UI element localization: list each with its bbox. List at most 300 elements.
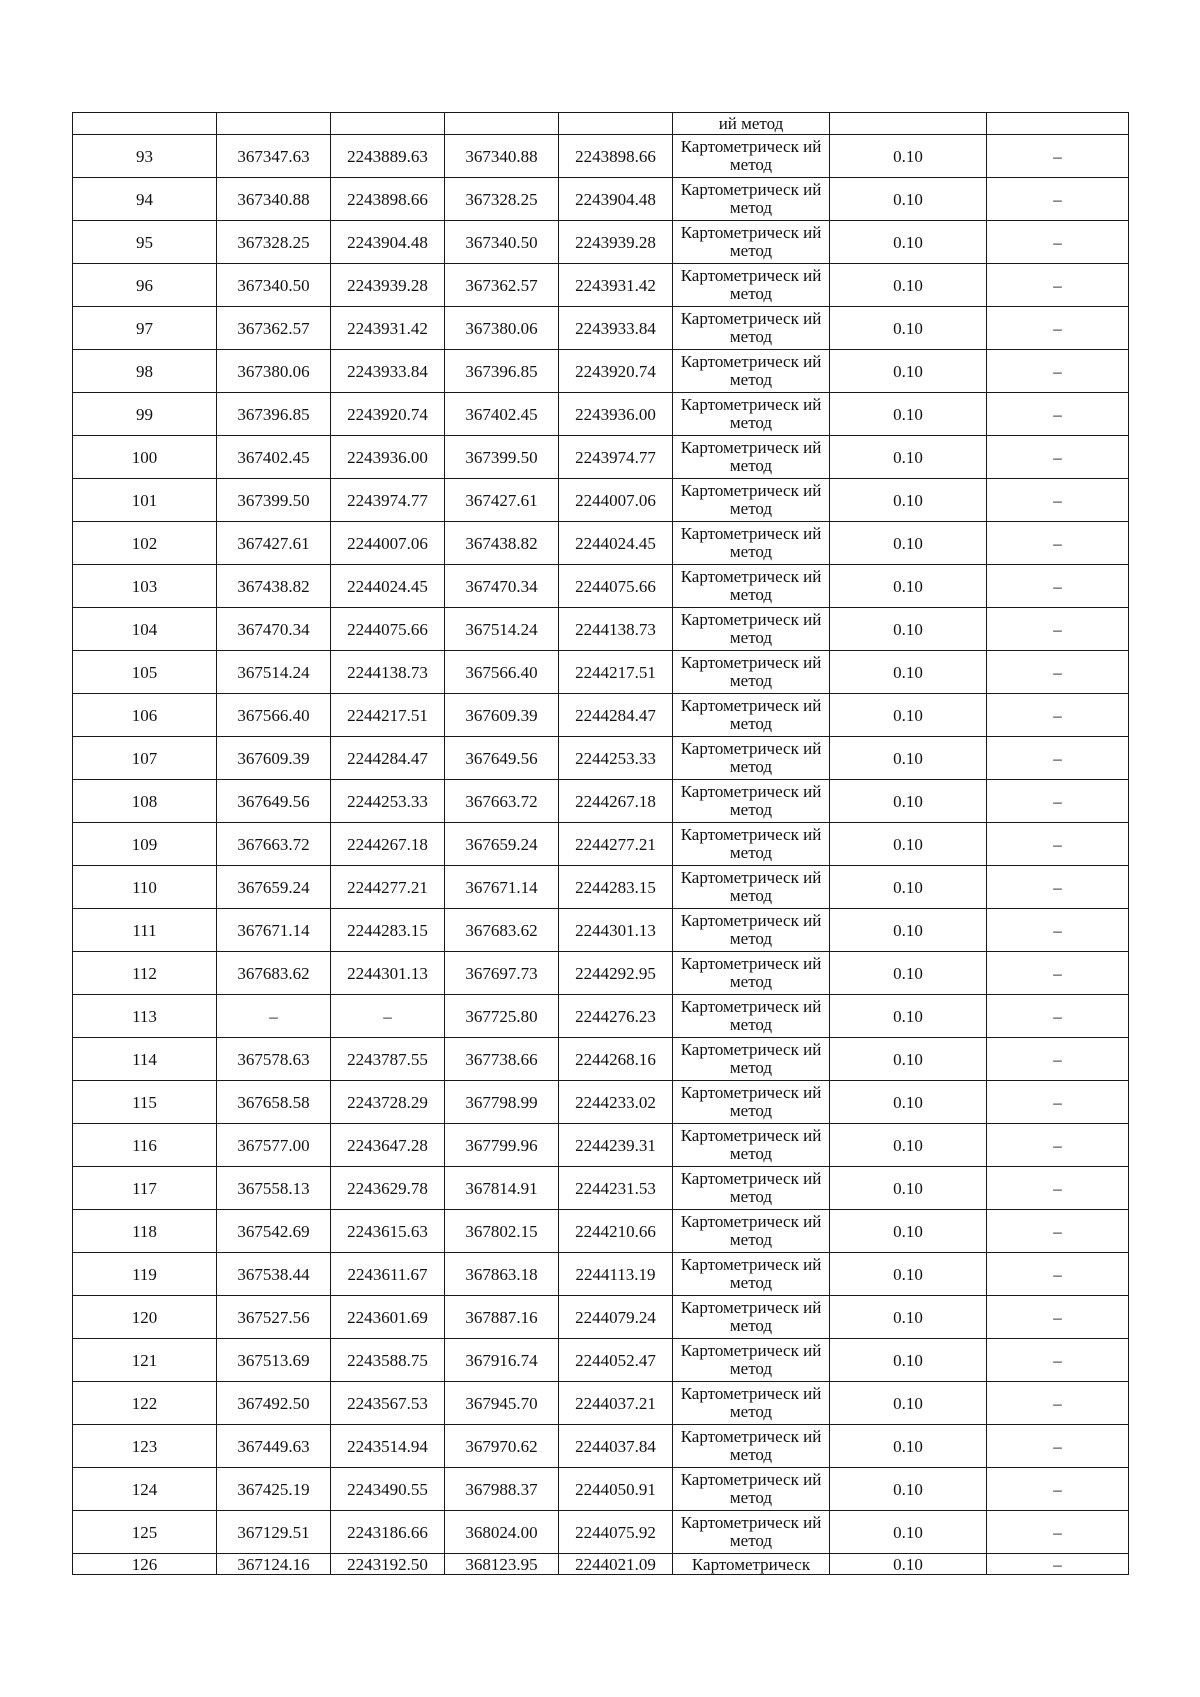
cell-number: 105 <box>73 651 217 694</box>
cell-x2: 367659.24 <box>445 823 559 866</box>
cell-accuracy: 0.10 <box>830 1253 987 1296</box>
cell-method: Картометрическ ий метод <box>673 737 830 780</box>
cell-number: 112 <box>73 952 217 995</box>
cell-method: Картометрическ ий метод <box>673 135 830 178</box>
cell-y2: 2243933.84 <box>559 307 673 350</box>
cell-y1: 2244253.33 <box>331 780 445 823</box>
cell-method: Картометрическ ий метод <box>673 1210 830 1253</box>
cell-note: – <box>987 350 1129 393</box>
cell-note: – <box>987 909 1129 952</box>
cell-y1: 2243588.75 <box>331 1339 445 1382</box>
cell-x2: 367683.62 <box>445 909 559 952</box>
cell-accuracy: 0.10 <box>830 866 987 909</box>
cell-y2: 2244253.33 <box>559 737 673 780</box>
cell-number: 107 <box>73 737 217 780</box>
cell-x2: 367798.99 <box>445 1081 559 1124</box>
cell-method: Картометрическ ий метод <box>673 178 830 221</box>
table-row <box>73 135 1129 178</box>
cell-y1: 2243611.67 <box>331 1253 445 1296</box>
table-row <box>73 1382 1129 1425</box>
cell-x2: 367738.66 <box>445 1038 559 1081</box>
cell-method: Картометрическ ий метод <box>673 522 830 565</box>
cell-note: – <box>987 694 1129 737</box>
cell-accuracy: 0.10 <box>830 307 987 350</box>
cell-accuracy: 0.10 <box>830 1038 987 1081</box>
cell-y1: 2243936.00 <box>331 436 445 479</box>
cell-x2: 367514.24 <box>445 608 559 651</box>
cell-number: 97 <box>73 307 217 350</box>
cell-y2: 2244138.73 <box>559 608 673 651</box>
cell-accuracy: 0.10 <box>830 221 987 264</box>
cell-y1: 2244277.21 <box>331 866 445 909</box>
cell-y2: 2244233.02 <box>559 1081 673 1124</box>
cell-number: 98 <box>73 350 217 393</box>
cell-x1: 367380.06 <box>217 350 331 393</box>
cell-y1: 2243728.29 <box>331 1081 445 1124</box>
cell-y2: 2244301.13 <box>559 909 673 952</box>
cell-note: – <box>987 221 1129 264</box>
cell-y2: 2243936.00 <box>559 393 673 436</box>
table-row <box>73 823 1129 866</box>
cell-note: – <box>987 1425 1129 1468</box>
cell-method: Картометрическ ий метод <box>673 780 830 823</box>
cell-number: 99 <box>73 393 217 436</box>
cell-accuracy: 0.10 <box>830 178 987 221</box>
cell-note: – <box>987 1038 1129 1081</box>
cell-method: Картометрическ ий метод <box>673 264 830 307</box>
cell-number: 121 <box>73 1339 217 1382</box>
cell-number: 122 <box>73 1382 217 1425</box>
cell-x2: 367663.72 <box>445 780 559 823</box>
cell-note: – <box>987 565 1129 608</box>
cell-y2: 2244267.18 <box>559 780 673 823</box>
cell-number: 111 <box>73 909 217 952</box>
table-row <box>73 479 1129 522</box>
cell-accuracy: 0.10 <box>830 393 987 436</box>
cell-y1: 2243974.77 <box>331 479 445 522</box>
cell-note: – <box>987 1511 1129 1554</box>
cell-y1: 2243567.53 <box>331 1382 445 1425</box>
cell-x1: 367449.63 <box>217 1425 331 1468</box>
cell-note: – <box>987 1210 1129 1253</box>
cell-accuracy: 0.10 <box>830 694 987 737</box>
cell-accuracy: 0.10 <box>830 1425 987 1468</box>
cell-method: Картометрическ ий метод <box>673 995 830 1038</box>
cell-y2: 2244050.91 <box>559 1468 673 1511</box>
table-row <box>73 221 1129 264</box>
table-row <box>73 909 1129 952</box>
cell-x2: 367427.61 <box>445 479 559 522</box>
cell-x2: 367566.40 <box>445 651 559 694</box>
cell-accuracy: 0.10 <box>830 737 987 780</box>
cell-method: Картометрическ ий метод <box>673 1425 830 1468</box>
cell-x1: 367402.45 <box>217 436 331 479</box>
table-row <box>73 995 1129 1038</box>
cell-method: Картометрическ ий метод <box>673 350 830 393</box>
cell-note: – <box>987 264 1129 307</box>
cell-number: 94 <box>73 178 217 221</box>
cell-x2: 367916.74 <box>445 1339 559 1382</box>
cell-x1: 367609.39 <box>217 737 331 780</box>
cell-y2: 2244284.47 <box>559 694 673 737</box>
cell-y1: 2243615.63 <box>331 1210 445 1253</box>
cell-accuracy: 0.10 <box>830 651 987 694</box>
table-body <box>73 113 1129 1575</box>
cell-accuracy: 0.10 <box>830 995 987 1038</box>
cell-note: – <box>987 1124 1129 1167</box>
cell-number: 118 <box>73 1210 217 1253</box>
cell-number: 109 <box>73 823 217 866</box>
cell-number: 124 <box>73 1468 217 1511</box>
cell-y2: 2244113.19 <box>559 1253 673 1296</box>
cell-y1: 2244284.47 <box>331 737 445 780</box>
table-row <box>73 1038 1129 1081</box>
cell-method: Картометрическ ий метод <box>673 393 830 436</box>
cell-method: Картометрическ ий метод <box>673 1038 830 1081</box>
cell-note: – <box>987 479 1129 522</box>
cell-x1: 367347.63 <box>217 135 331 178</box>
cell-x1: 367438.82 <box>217 565 331 608</box>
cell-x1: 367328.25 <box>217 221 331 264</box>
cell-y1: 2243933.84 <box>331 350 445 393</box>
cell-x2: 368123.95 <box>445 1554 559 1575</box>
table-row <box>73 436 1129 479</box>
cell-method: Картометрическ ий метод <box>673 565 830 608</box>
cell-x2: 367725.80 <box>445 995 559 1038</box>
cell-number: 104 <box>73 608 217 651</box>
cell-note: – <box>987 866 1129 909</box>
table-row <box>73 1124 1129 1167</box>
cell-method: Картометрическ ий метод <box>673 651 830 694</box>
table-row <box>73 565 1129 608</box>
cell-y1: 2243629.78 <box>331 1167 445 1210</box>
cell-x1: 367558.13 <box>217 1167 331 1210</box>
cell-number: 100 <box>73 436 217 479</box>
cell-x2: 367340.50 <box>445 221 559 264</box>
cell-x1: 367340.50 <box>217 264 331 307</box>
cell-y2: 2244231.53 <box>559 1167 673 1210</box>
cell-accuracy: 0.10 <box>830 436 987 479</box>
cell-x1: 367425.19 <box>217 1468 331 1511</box>
cell-number <box>73 113 217 135</box>
cell-method: Картометрическ ий метод <box>673 1511 830 1554</box>
cell-accuracy: 0.10 <box>830 1296 987 1339</box>
cell-number: 115 <box>73 1081 217 1124</box>
table-row <box>73 522 1129 565</box>
cell-y2: 2243939.28 <box>559 221 673 264</box>
cell-x2: 367438.82 <box>445 522 559 565</box>
cell-method: Картометрическ ий метод <box>673 909 830 952</box>
table-row <box>73 1253 1129 1296</box>
cell-y1: 2243898.66 <box>331 178 445 221</box>
cell-x2: 367814.91 <box>445 1167 559 1210</box>
cell-method: Картометрическ ий метод <box>673 608 830 651</box>
cell-accuracy: 0.10 <box>830 1511 987 1554</box>
cell-y2: 2244268.16 <box>559 1038 673 1081</box>
cell-y1: 2244024.45 <box>331 565 445 608</box>
cell-number: 114 <box>73 1038 217 1081</box>
cell-number: 123 <box>73 1425 217 1468</box>
cell-x2: 367380.06 <box>445 307 559 350</box>
cell-note: – <box>987 178 1129 221</box>
cell-y1: 2244217.51 <box>331 694 445 737</box>
cell-y2: 2244079.24 <box>559 1296 673 1339</box>
table-row <box>73 952 1129 995</box>
cell-note: – <box>987 436 1129 479</box>
cell-accuracy: 0.10 <box>830 522 987 565</box>
cell-x2: 367362.57 <box>445 264 559 307</box>
cell-x1: 367527.56 <box>217 1296 331 1339</box>
cell-method: Картометрическ ий метод <box>673 1468 830 1511</box>
table-row <box>73 1468 1129 1511</box>
cell-number: 96 <box>73 264 217 307</box>
cell-x1 <box>217 113 331 135</box>
cell-method: Картометрическ ий метод <box>673 307 830 350</box>
cell-number: 102 <box>73 522 217 565</box>
cell-note: – <box>987 1554 1129 1575</box>
cell-method: Картометрическ ий метод <box>673 694 830 737</box>
cell-y2: 2244276.23 <box>559 995 673 1038</box>
cell-number: 108 <box>73 780 217 823</box>
table-row <box>73 1210 1129 1253</box>
cell-x2: 367671.14 <box>445 866 559 909</box>
cell-note: – <box>987 1167 1129 1210</box>
cell-y2: 2244024.45 <box>559 522 673 565</box>
cell-x2: 367402.45 <box>445 393 559 436</box>
cell-y1: 2243490.55 <box>331 1468 445 1511</box>
cell-y1 <box>331 113 445 135</box>
cell-number: 126 <box>73 1554 217 1575</box>
cell-x2: 367970.62 <box>445 1425 559 1468</box>
cell-number: 93 <box>73 135 217 178</box>
cell-x2: 367863.18 <box>445 1253 559 1296</box>
cell-x2: 367399.50 <box>445 436 559 479</box>
cell-x2: 367470.34 <box>445 565 559 608</box>
cell-x1: 367649.56 <box>217 780 331 823</box>
table-row <box>73 694 1129 737</box>
cell-x2: 367328.25 <box>445 178 559 221</box>
cell-number: 95 <box>73 221 217 264</box>
cell-x2: 367802.15 <box>445 1210 559 1253</box>
cell-x2: 368024.00 <box>445 1511 559 1554</box>
table-row-last <box>73 1554 1129 1575</box>
table-row <box>73 1081 1129 1124</box>
cell-x2: 367887.16 <box>445 1296 559 1339</box>
cell-y1: 2244007.06 <box>331 522 445 565</box>
cell-note: – <box>987 952 1129 995</box>
cell-y2: 2244075.92 <box>559 1511 673 1554</box>
cell-note: – <box>987 522 1129 565</box>
cell-y1: 2243904.48 <box>331 221 445 264</box>
cell-accuracy: 0.10 <box>830 780 987 823</box>
cell-accuracy: 0.10 <box>830 565 987 608</box>
cell-x1: 367492.50 <box>217 1382 331 1425</box>
cell-x1: 367659.24 <box>217 866 331 909</box>
cell-accuracy: 0.10 <box>830 952 987 995</box>
cell-method: Картометрическ ий метод <box>673 1081 830 1124</box>
cell-note: – <box>987 1468 1129 1511</box>
cell-y2: 2244239.31 <box>559 1124 673 1167</box>
cell-y2: 2243920.74 <box>559 350 673 393</box>
cell-y1: 2243889.63 <box>331 135 445 178</box>
cell-note: – <box>987 651 1129 694</box>
cell-x1: 367542.69 <box>217 1210 331 1253</box>
table-row <box>73 651 1129 694</box>
cell-y1: 2243601.69 <box>331 1296 445 1339</box>
cell-number: 113 <box>73 995 217 1038</box>
cell-accuracy: 0.10 <box>830 1081 987 1124</box>
cell-x1: 367658.58 <box>217 1081 331 1124</box>
cell-y1: 2244283.15 <box>331 909 445 952</box>
cell-method: Картометрическ <box>673 1554 830 1575</box>
cell-number: 125 <box>73 1511 217 1554</box>
cell-note: – <box>987 780 1129 823</box>
cell-method: Картометрическ ий метод <box>673 1167 830 1210</box>
cell-x1: 367362.57 <box>217 307 331 350</box>
cell-note: – <box>987 1253 1129 1296</box>
cell-y1: 2243514.94 <box>331 1425 445 1468</box>
cell-y2: 2244052.47 <box>559 1339 673 1382</box>
table-row <box>73 393 1129 436</box>
cell-number: 119 <box>73 1253 217 1296</box>
table-row <box>73 178 1129 221</box>
cell-y2: 2243931.42 <box>559 264 673 307</box>
cell-y2: 2244075.66 <box>559 565 673 608</box>
table-row <box>73 608 1129 651</box>
cell-method: Картометрическ ий метод <box>673 1124 830 1167</box>
cell-accuracy: 0.10 <box>830 1468 987 1511</box>
cell-x1: 367470.34 <box>217 608 331 651</box>
table-row <box>73 1167 1129 1210</box>
cell-number: 116 <box>73 1124 217 1167</box>
cell-x1: 367663.72 <box>217 823 331 866</box>
cell-y2: 2244217.51 <box>559 651 673 694</box>
cell-y1: 2243939.28 <box>331 264 445 307</box>
cell-x2: 367609.39 <box>445 694 559 737</box>
cell-note <box>987 113 1129 135</box>
cell-method: Картометрическ ий метод <box>673 823 830 866</box>
cell-accuracy: 0.10 <box>830 1554 987 1575</box>
cell-note: – <box>987 1382 1129 1425</box>
cell-accuracy: 0.10 <box>830 823 987 866</box>
cell-number: 103 <box>73 565 217 608</box>
cell-y2: 2244277.21 <box>559 823 673 866</box>
cell-x1: 367683.62 <box>217 952 331 995</box>
cell-y2: 2244037.21 <box>559 1382 673 1425</box>
cell-accuracy: 0.10 <box>830 1167 987 1210</box>
cell-note: – <box>987 1339 1129 1382</box>
cell-number: 117 <box>73 1167 217 1210</box>
cell-accuracy: 0.10 <box>830 479 987 522</box>
cell-x2: 367988.37 <box>445 1468 559 1511</box>
cell-number: 106 <box>73 694 217 737</box>
cell-x1: 367399.50 <box>217 479 331 522</box>
cell-method: Картометрическ ий метод <box>673 1382 830 1425</box>
cell-x1: 367577.00 <box>217 1124 331 1167</box>
cell-note: – <box>987 823 1129 866</box>
cell-number: 101 <box>73 479 217 522</box>
cell-accuracy: 0.10 <box>830 909 987 952</box>
cell-y2: 2244283.15 <box>559 866 673 909</box>
cell-y1: 2243647.28 <box>331 1124 445 1167</box>
table-row <box>73 1425 1129 1468</box>
cell-x2: 367697.73 <box>445 952 559 995</box>
table-row <box>73 264 1129 307</box>
cell-method: Картометрическ ий метод <box>673 1253 830 1296</box>
cell-x2: 367649.56 <box>445 737 559 780</box>
cell-y2: 2244037.84 <box>559 1425 673 1468</box>
cell-y1: 2243920.74 <box>331 393 445 436</box>
cell-x2: 367396.85 <box>445 350 559 393</box>
table-row <box>73 866 1129 909</box>
cell-note: – <box>987 307 1129 350</box>
cell-method: Картометрическ ий метод <box>673 479 830 522</box>
cell-note: – <box>987 608 1129 651</box>
cell-x1: 367538.44 <box>217 1253 331 1296</box>
cell-x1: 367578.63 <box>217 1038 331 1081</box>
cell-accuracy: 0.10 <box>830 264 987 307</box>
cell-x1: 367427.61 <box>217 522 331 565</box>
cell-y1: 2244138.73 <box>331 651 445 694</box>
cell-accuracy: 0.10 <box>830 1124 987 1167</box>
cell-x1: 367124.16 <box>217 1554 331 1575</box>
table-row <box>73 737 1129 780</box>
cell-y1: 2244301.13 <box>331 952 445 995</box>
cell-x2: 367799.96 <box>445 1124 559 1167</box>
cell-x1: 367340.88 <box>217 178 331 221</box>
cell-y1: – <box>331 995 445 1038</box>
cell-y2: 2244210.66 <box>559 1210 673 1253</box>
cell-accuracy: 0.10 <box>830 1339 987 1382</box>
table-row <box>73 307 1129 350</box>
cell-y1: 2244075.66 <box>331 608 445 651</box>
cell-note: – <box>987 737 1129 780</box>
cell-y2: 2243974.77 <box>559 436 673 479</box>
cell-x2 <box>445 113 559 135</box>
cell-y1: 2243931.42 <box>331 307 445 350</box>
cell-method: Картометрическ ий метод <box>673 866 830 909</box>
cell-y2: 2244292.95 <box>559 952 673 995</box>
cell-y1: 2243787.55 <box>331 1038 445 1081</box>
cell-x1: 367396.85 <box>217 393 331 436</box>
cell-accuracy: 0.10 <box>830 608 987 651</box>
cell-accuracy <box>830 113 987 135</box>
cell-number: 120 <box>73 1296 217 1339</box>
cell-y2: 2244007.06 <box>559 479 673 522</box>
table-row <box>73 1511 1129 1554</box>
cell-y1: 2244267.18 <box>331 823 445 866</box>
cell-y1: 2243192.50 <box>331 1554 445 1575</box>
cell-x1: 367671.14 <box>217 909 331 952</box>
cell-note: – <box>987 135 1129 178</box>
cell-x1: 367513.69 <box>217 1339 331 1382</box>
cell-x2: 367340.88 <box>445 135 559 178</box>
cell-accuracy: 0.10 <box>830 1210 987 1253</box>
cell-y2 <box>559 113 673 135</box>
table-row <box>73 1296 1129 1339</box>
cell-y2: 2244021.09 <box>559 1554 673 1575</box>
cell-method: Картометрическ ий метод <box>673 436 830 479</box>
cell-y2: 2243904.48 <box>559 178 673 221</box>
cell-accuracy: 0.10 <box>830 1382 987 1425</box>
coordinates-table <box>72 112 1129 1575</box>
table-row <box>73 780 1129 823</box>
cell-x1: 367514.24 <box>217 651 331 694</box>
cell-y1: 2243186.66 <box>331 1511 445 1554</box>
table-row <box>73 350 1129 393</box>
table-row <box>73 1339 1129 1382</box>
cell-number: 110 <box>73 866 217 909</box>
